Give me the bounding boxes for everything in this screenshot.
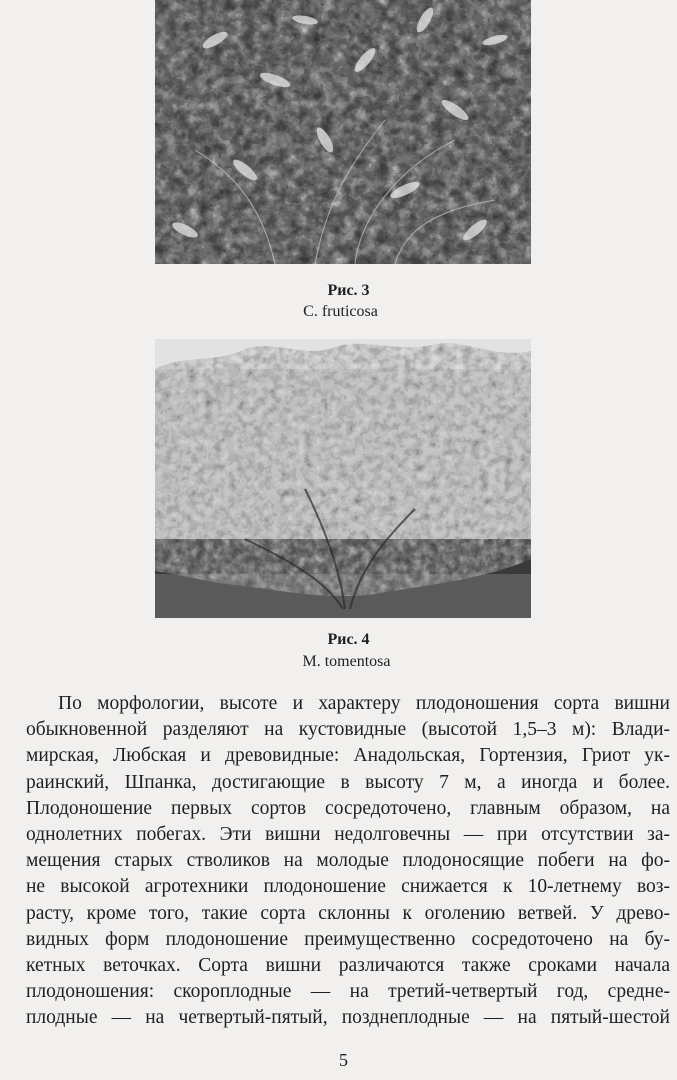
page-number: 5 (339, 1050, 348, 1070)
paragraph-line: видных форм плодоношение преимущественно сосредоточено на бу- (26, 928, 670, 950)
paragraph-line: плодоношения: скороплодные — на третий-четвертый год, средне- (26, 981, 670, 1003)
figure-3-title: Рис. 3 (327, 282, 370, 299)
shrub-foliage-image (155, 0, 531, 264)
paragraph-line: раинский, Шпанка, достигающие в высоту 7 м, а иногда и более. (26, 771, 670, 793)
figure-4-species: M. tomentosa (302, 653, 391, 670)
paragraph-line: расту, кроме того, такие сорта склонны к оголению ветвей. У древо- (26, 902, 670, 924)
paragraph-line: не высокой агротехники плодоношение снижается к 10-летнему воз- (26, 876, 670, 898)
figure-4-title: Рис. 4 (327, 631, 370, 648)
bush-landscape-image (155, 339, 531, 618)
figure-3-photo (155, 0, 531, 264)
paragraph-line: Плодоношение первых сортов сосредоточено, главным образом, на (26, 797, 670, 819)
paragraph-line: однолетних побегах. Эти вишни недолговечны — при отсутствии за- (26, 824, 670, 846)
paragraph-line: плодные — на четвертый-пятый, позднеплодные — на пятый-шестой (26, 1007, 670, 1029)
figure-4-photo (155, 339, 531, 618)
body-paragraph (26, 691, 670, 1032)
paragraph-line: мещения старых стволиков на молодые плодоносящие побеги на фо- (26, 850, 670, 872)
figure-3-species: C. fruticosa (303, 303, 378, 320)
paragraph-line: обыкновенной разделяют на кустовидные (высотой 1,5–3 м): Влади- (26, 719, 670, 741)
paragraph-line: кетных веточках. Сорта вишни различаются также сроками начала (26, 955, 670, 977)
paragraph-line: По морфологии, высоте и характеру плодоношения сорта вишни (58, 693, 670, 714)
paragraph-line: мирская, Любская и древовидные: Анадольская, Гортензия, Гриот ук- (26, 745, 670, 767)
